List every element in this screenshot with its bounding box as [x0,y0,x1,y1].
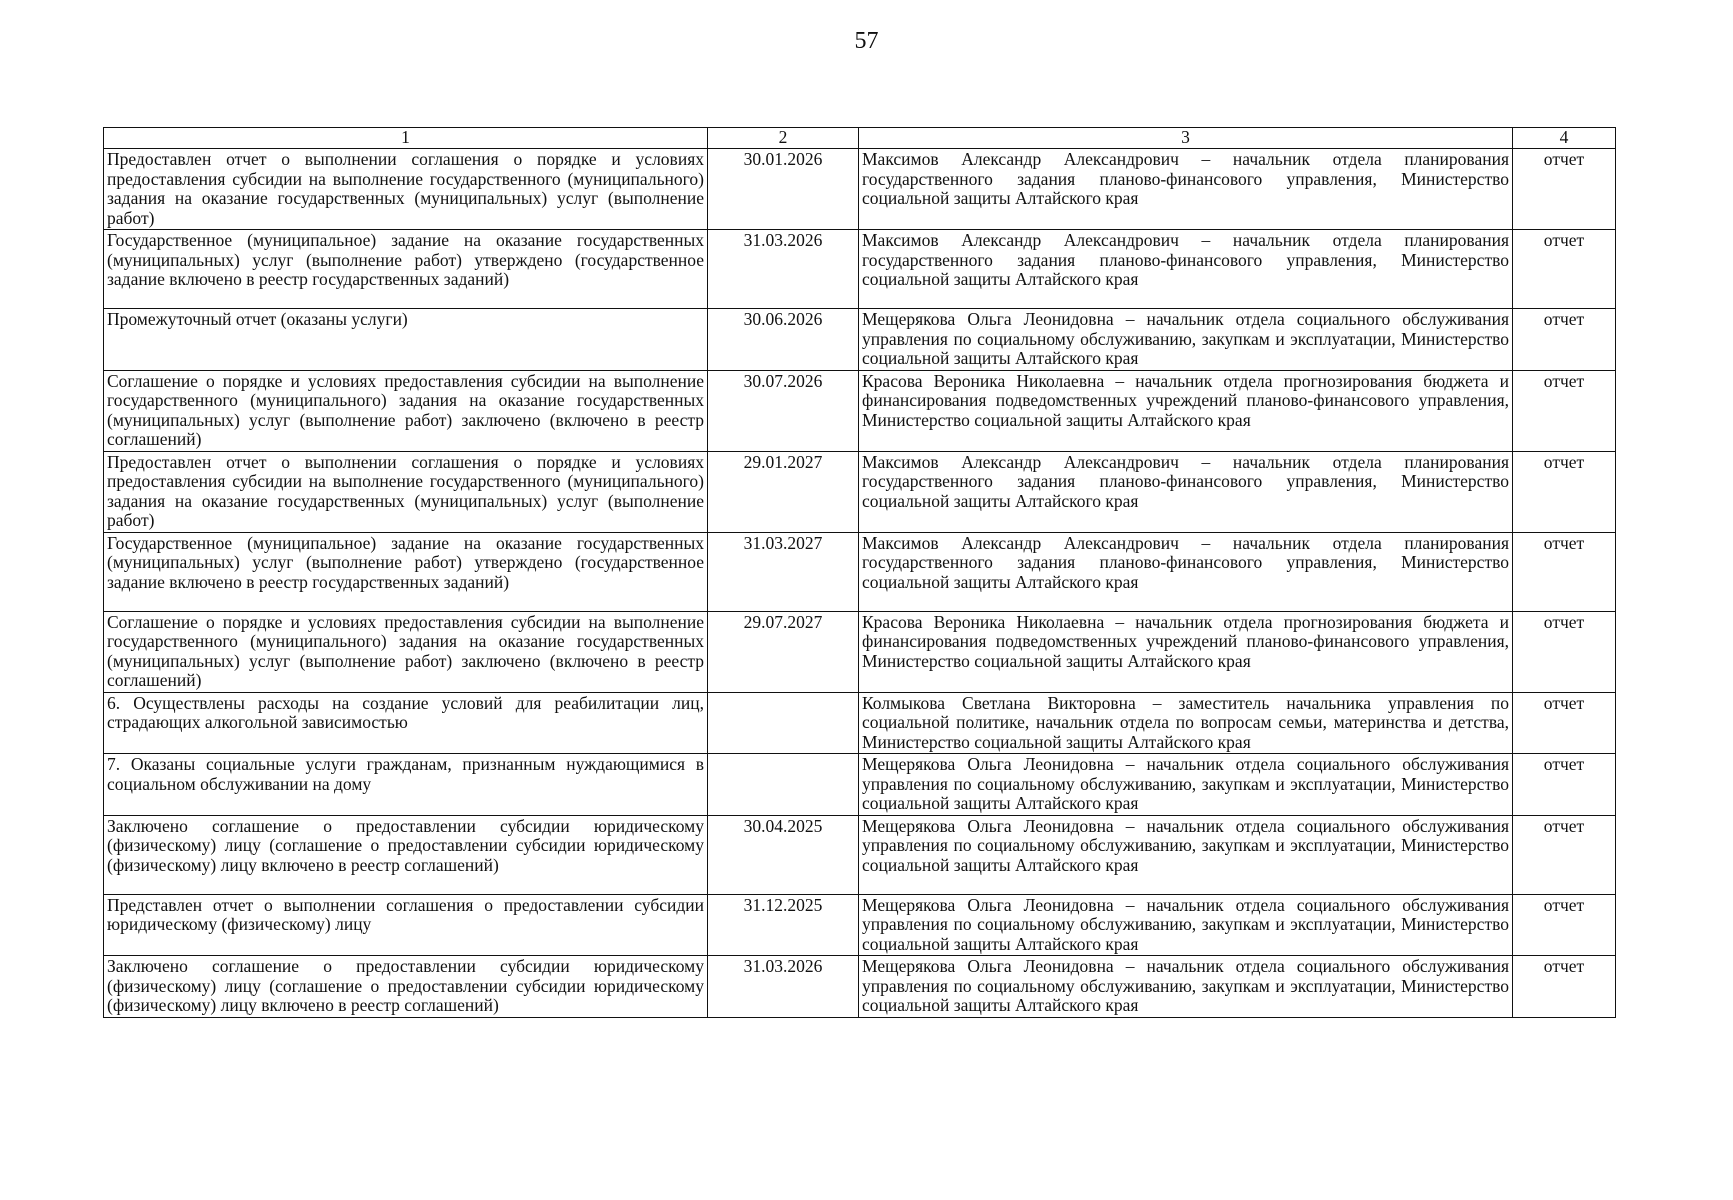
responsible-person: Мещерякова Ольга Леонидовна – начальник отдела социального обслуживания управления по социальному обслуживанию, закупкам и эксплуатации, Министерство социальной защиты Алтайского края [859,956,1513,1018]
event-date: 29.01.2027 [708,451,859,532]
result-type: отчет [1513,611,1616,692]
result-type: отчет [1513,815,1616,894]
table-row [104,956,1616,1018]
result-type: отчет [1513,230,1616,309]
table-row [104,754,1616,816]
header-cell-1: 1 [104,128,708,149]
result-type: отчет [1513,956,1616,1018]
result-type: отчет [1513,754,1616,816]
event-description: Предоставлен отчет о выполнении соглашения о порядке и условиях предоставления субсидии на выполнение государственного (муниципального) задания на оказание государственных (муниципальных) услуг (выполнение работ) [104,451,708,532]
responsible-person: Красова Вероника Николаевна – начальник отдела прогнозирования бюджета и финансирования подведомственных учреждений планово-финансового управления, Министерство социальной защиты Алтайского края [859,611,1513,692]
event-description: Представлен отчет о выполнении соглашения о предоставлении субсидии юридическому (физическому) лицу [104,894,708,956]
responsible-person: Колмыкова Светлана Викторовна – заместитель начальника управления по социальной политике, начальник отдела по вопросам семьи, материнства и детства, Министерство социальной защиты Алтайского края [859,692,1513,754]
responsible-person: Максимов Александр Александрович – начальник отдела планирования государственного задания планово-финансового управления, Министерство социальной защиты Алтайского края [859,149,1513,230]
event-date [708,754,859,816]
table-row [104,230,1616,309]
event-description: Заключено соглашение о предоставлении субсидии юридическому (физическому) лицу (соглашение о предоставлении субсидии юридическому (физическому) лицу включено в реестр соглашений) [104,815,708,894]
header-cell-3: 3 [859,128,1513,149]
event-description: Соглашение о порядке и условиях предоставления субсидии на выполнение государственного (муниципального) задания на оказание государственных (муниципальных) услуг (выполнение работ) заключено (включено в реестр соглашений) [104,611,708,692]
table-row [104,451,1616,532]
responsible-person: Мещерякова Ольга Леонидовна – начальник отдела социального обслуживания управления по социальному обслуживанию, закупкам и эксплуатации, Министерство социальной защиты Алтайского края [859,754,1513,816]
plan-table [103,127,1616,1018]
event-date: 31.12.2025 [708,894,859,956]
event-date: 30.01.2026 [708,149,859,230]
result-type: отчет [1513,370,1616,451]
event-description: Соглашение о порядке и условиях предоставления субсидии на выполнение государственного (муниципального) задания на оказание государственных (муниципальных) услуг (выполнение работ) заключено (включено в реестр соглашений) [104,370,708,451]
responsible-person: Красова Вероника Николаевна – начальник отдела прогнозирования бюджета и финансирования подведомственных учреждений планово-финансового управления, Министерство социальной защиты Алтайского края [859,370,1513,451]
event-description: Промежуточный отчет (оказаны услуги) [104,309,708,371]
result-type: отчет [1513,894,1616,956]
header-cell-2: 2 [708,128,859,149]
event-date: 31.03.2026 [708,956,859,1018]
result-type: отчет [1513,532,1616,611]
header-row [104,128,1616,149]
responsible-person: Максимов Александр Александрович – начальник отдела планирования государственного задания планово-финансового управления, Министерство социальной защиты Алтайского края [859,230,1513,309]
event-date: 30.06.2026 [708,309,859,371]
event-description: 7. Оказаны социальные услуги гражданам, признанным нуждающимися в социальном обслуживании на дому [104,754,708,816]
table-header [104,128,1616,149]
page-number: 57 [854,28,879,54]
result-type: отчет [1513,451,1616,532]
table-row [104,532,1616,611]
event-date: 31.03.2027 [708,532,859,611]
responsible-person: Мещерякова Ольга Леонидовна – начальник отдела социального обслуживания управления по социальному обслуживанию, закупкам и эксплуатации, Министерство социальной защиты Алтайского края [859,894,1513,956]
event-description: Государственное (муниципальное) задание на оказание государственных (муниципальных) услуг (выполнение работ) утверждено (государственное задание включено в реестр государственных заданий) [104,230,708,309]
event-description: Предоставлен отчет о выполнении соглашения о порядке и условиях предоставления субсидии на выполнение государственного (муниципального) задания на оказание государственных (муниципальных) услуг (выполнение работ) [104,149,708,230]
event-description: Заключено соглашение о предоставлении субсидии юридическому (физическому) лицу (соглашение о предоставлении субсидии юридическому (физическому) лицу включено в реестр соглашений) [104,956,708,1018]
result-type: отчет [1513,692,1616,754]
table-row [104,815,1616,894]
responsible-person: Максимов Александр Александрович – начальник отдела планирования государственного задания планово-финансового управления, Министерство социальной защиты Алтайского края [859,532,1513,611]
result-type: отчет [1513,309,1616,371]
responsible-person: Мещерякова Ольга Леонидовна – начальник отдела социального обслуживания управления по социальному обслуживанию, закупкам и эксплуатации, Министерство социальной защиты Алтайского края [859,309,1513,371]
event-description: 6. Осуществлены расходы на создание условий для реабилитации лиц, страдающих алкогольной зависимостью [104,692,708,754]
event-date: 29.07.2027 [708,611,859,692]
event-description: Государственное (муниципальное) задание на оказание государственных (муниципальных) услуг (выполнение работ) утверждено (государственное задание включено в реестр государственных заданий) [104,532,708,611]
header-cell-4: 4 [1513,128,1616,149]
result-type: отчет [1513,149,1616,230]
table-row [104,894,1616,956]
table-row [104,692,1616,754]
table-row [104,370,1616,451]
event-date: 31.03.2026 [708,230,859,309]
event-date: 30.04.2025 [708,815,859,894]
event-date [708,692,859,754]
responsible-person: Максимов Александр Александрович – начальник отдела планирования государственного задания планово-финансового управления, Министерство социальной защиты Алтайского края [859,451,1513,532]
table-row [104,611,1616,692]
table-body [104,149,1616,1018]
table-row [104,309,1616,371]
responsible-person: Мещерякова Ольга Леонидовна – начальник отдела социального обслуживания управления по социальному обслуживанию, закупкам и эксплуатации, Министерство социальной защиты Алтайского края [859,815,1513,894]
table-row [104,149,1616,230]
event-date: 30.07.2026 [708,370,859,451]
